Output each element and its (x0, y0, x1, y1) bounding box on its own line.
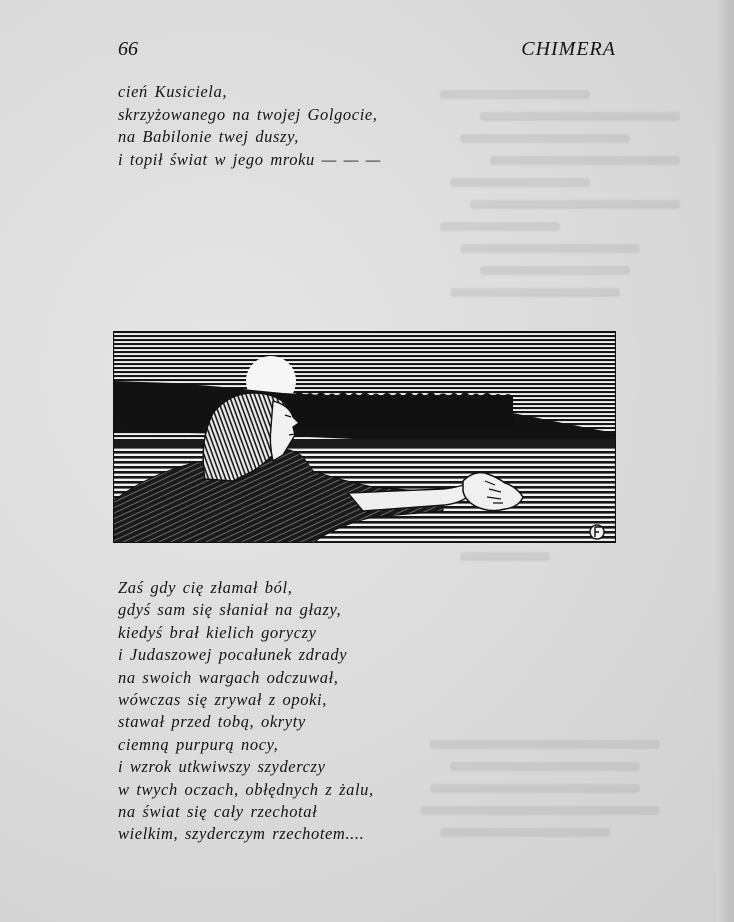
stanza-bottom (118, 578, 374, 847)
woodcut-illustration (113, 331, 616, 543)
circled-f-monogram-icon (590, 525, 604, 539)
verse-line: ciemną purpurą nocy, (118, 734, 279, 754)
verse-line: na Babilonie twej duszy, (118, 127, 299, 147)
verse-line: cień Kusiciela, (118, 82, 228, 101)
verse-line: i wzrok utkwiwszy szyderczy (118, 757, 326, 777)
running-title: CHIMERA (521, 38, 616, 60)
verse-line: na świat się cały rzechotał (118, 801, 318, 821)
verse-line: Zaś gdy cię złamał ból, (118, 578, 293, 597)
verse-line: wielkim, szyderczym rzechotem.... (118, 824, 365, 844)
verse-line: w twych oczach, obłędnych z żalu, (118, 779, 374, 799)
stanza-top (118, 82, 381, 172)
verse-line: gdyś sam się słaniał na głazy, (118, 600, 342, 620)
verse-line: na swoich wargach odczuwał, (118, 667, 339, 687)
page-edge-shadow (716, 0, 734, 922)
verse-line: wówczas się zrywał z opoki, (118, 689, 327, 709)
verse-line: skrzyżowanego na twojej Golgocie, (118, 104, 378, 124)
verse-line: kiedyś brał kielich goryczy (118, 622, 317, 642)
verse-line: i Judaszowej pocałunek zdrady (118, 645, 348, 665)
verse-line: stawał przed tobą, okryty (118, 712, 306, 732)
water-horizon-band (113, 439, 616, 448)
page-number: 66 (118, 38, 138, 60)
verse-line: i topił świat w jego mroku — — — (118, 149, 381, 169)
